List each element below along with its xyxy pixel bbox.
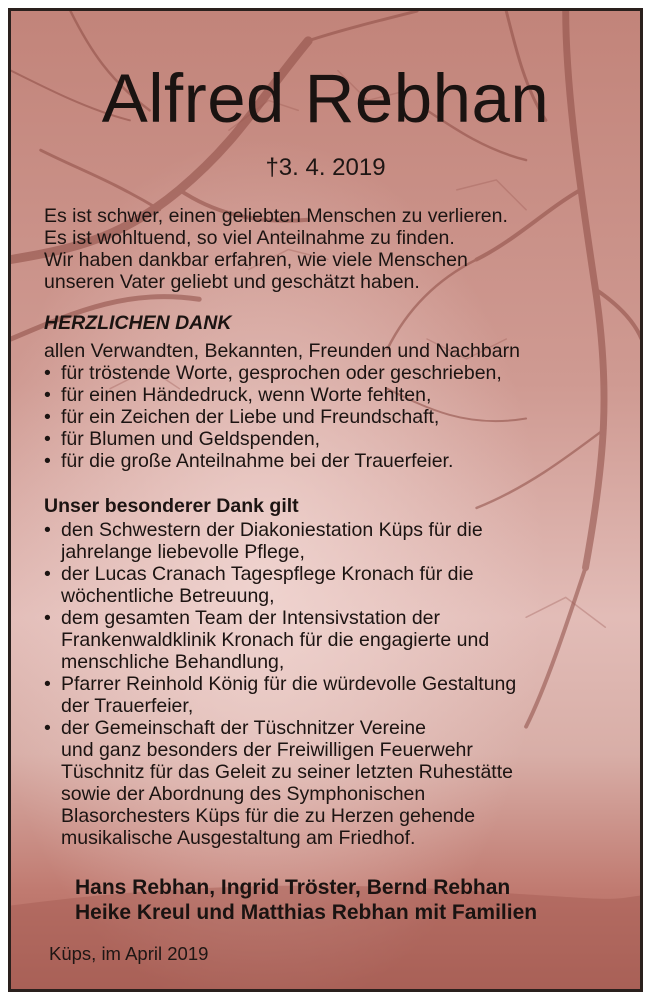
list-item-line: menschliche Behandlung, xyxy=(61,651,285,673)
bullet: • xyxy=(44,563,51,585)
special-thanks-heading: Unser besonderer Dank gilt xyxy=(44,495,299,517)
list-item-line: der Trauerfeier, xyxy=(61,695,194,717)
obituary-card xyxy=(8,8,643,992)
signers xyxy=(75,875,537,925)
intro-line: unseren Vater geliebt und geschätzt haben. xyxy=(44,271,420,293)
death-date: †3. 4. 2019 xyxy=(265,154,386,181)
list-item xyxy=(44,673,634,717)
list-item-line: den Schwestern der Diakoniestation Küps für die xyxy=(61,519,483,541)
list-item xyxy=(44,450,634,472)
list-item xyxy=(44,607,634,673)
list-item-text: für ein Zeichen der Liebe und Freundschaft, xyxy=(61,406,440,428)
bullet: • xyxy=(44,428,51,450)
list-item-line: Frankenwaldklinik Kronach für die engagierte und xyxy=(61,629,490,651)
list-item xyxy=(44,384,634,406)
list-item-line: der Gemeinschaft der Tüschnitzer Vereine xyxy=(61,717,426,739)
list-item-line: wöchentliche Betreuung, xyxy=(61,585,275,607)
intro-line: Wir haben dankbar erfahren, wie viele Menschen xyxy=(44,249,468,271)
list-item-line: der Lucas Cranach Tagespflege Kronach für die xyxy=(61,563,474,585)
bullet: • xyxy=(44,717,51,739)
list-item xyxy=(44,428,634,450)
bullet: • xyxy=(44,519,51,541)
deceased-name: Alfred Rebhan xyxy=(101,60,550,137)
list-item-line: und ganz besonders der Freiwilligen Feuerwehr xyxy=(61,739,473,761)
thanks-list xyxy=(44,362,634,472)
bullet: • xyxy=(44,673,51,695)
list-item-line: dem gesamten Team der Intensivstation der xyxy=(61,607,441,629)
bullet: • xyxy=(44,362,51,384)
place-and-date: Küps, im April 2019 xyxy=(49,943,209,964)
list-item-text: für Blumen und Geldspenden, xyxy=(61,428,321,450)
list-item-text: für tröstende Worte, gesprochen oder geschrieben, xyxy=(61,362,502,384)
list-item xyxy=(44,362,634,384)
list-item xyxy=(44,519,634,563)
list-item-text: für die große Anteilnahme bei der Trauerfeier. xyxy=(61,450,454,472)
signers-line: Heike Kreul und Matthias Rebhan mit Familien xyxy=(75,901,538,924)
intro-line: Es ist schwer, einen geliebten Menschen zu verlieren. xyxy=(44,205,508,227)
bullet: • xyxy=(44,450,51,472)
signers-line: Hans Rebhan, Ingrid Tröster, Bernd Rebhan xyxy=(75,876,511,899)
list-item-line: Tüschnitz für das Geleit zu seiner letzten Ruhestätte xyxy=(61,761,513,783)
list-item-text: für einen Händedruck, wenn Worte fehlten, xyxy=(61,384,432,406)
bullet: • xyxy=(44,607,51,629)
list-item-line: Blasorchesters Küps für die zu Herzen gehende xyxy=(61,805,476,827)
list-item xyxy=(44,406,634,428)
list-item-line: sowie der Abordnung des Symphonischen xyxy=(61,783,426,805)
list-item-line: jahrelange liebevolle Pflege, xyxy=(61,541,305,563)
list-item xyxy=(44,717,634,849)
bullet: • xyxy=(44,384,51,406)
special-thanks-list xyxy=(44,519,634,849)
intro-line: Es ist wohltuend, so viel Anteilnahme zu finden. xyxy=(44,227,455,249)
intro-text xyxy=(44,205,634,293)
list-item xyxy=(44,563,634,607)
bullet: • xyxy=(44,406,51,428)
thanks-heading: HERZLICHEN DANK xyxy=(44,312,232,334)
thanks-recipients: allen Verwandten, Bekannten, Freunden und Nachbarn xyxy=(44,340,520,362)
list-item-line: musikalische Ausgestaltung am Friedhof. xyxy=(61,827,416,849)
list-item-line: Pfarrer Reinhold König für die würdevolle Gestaltung xyxy=(61,673,517,695)
